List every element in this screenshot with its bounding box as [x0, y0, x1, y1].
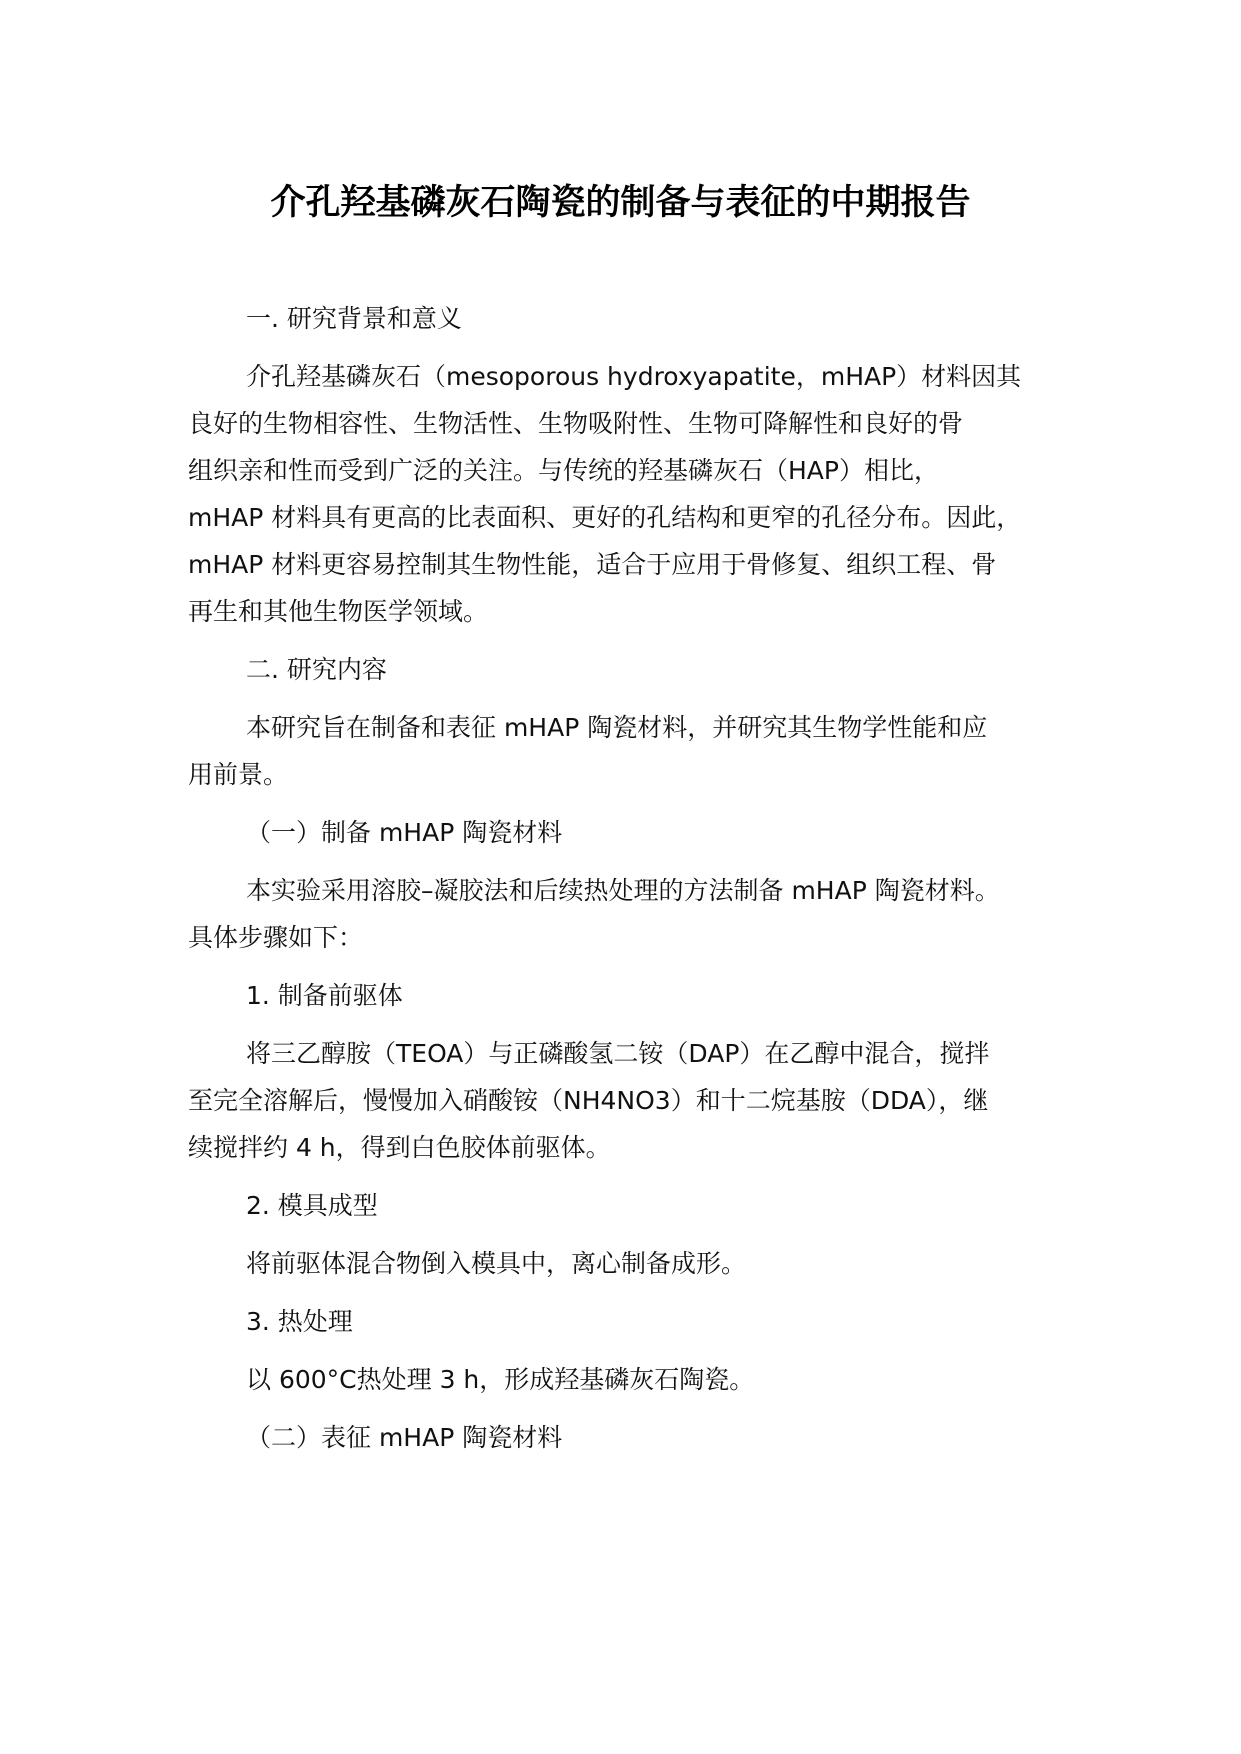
document-title: 介孔羟基磷灰石陶瓷的制备与表征的中期报告: [270, 183, 971, 223]
text-line: 3. 热处理: [246, 1307, 353, 1336]
text-line: 用前景。: [188, 760, 289, 789]
step-heading-molding: [188, 1182, 1088, 1229]
text-line: 介孔羟基磷灰石（mesoporous hydroxyapatite，mHAP）材料因其: [246, 362, 1022, 391]
text-line: （二）表征 mHAP 陶瓷材料: [246, 1423, 563, 1452]
text-line: 本研究旨在制备和表征 mHAP 陶瓷材料，并研究其生物学性能和应: [246, 713, 988, 742]
text-line: 1. 制备前驱体: [246, 981, 403, 1010]
text-line: 续搅拌约 4 h，得到白色胶体前驱体。: [188, 1133, 611, 1162]
text-line: 再生和其他生物医学领域。: [188, 597, 489, 626]
paragraph-molding: [188, 1240, 1088, 1287]
paragraph-heat-treatment: [188, 1356, 1088, 1403]
text-line: 至完全溶解后，慢慢加入硝酸铵（NH4NO3）和十二烷基胺（DDA），继: [188, 1086, 989, 1115]
paragraph-background: [188, 353, 1088, 635]
text-line: 2. 模具成型: [246, 1191, 378, 1220]
text-line: mHAP 材料具有更高的比表面积、更好的孔结构和更窄的孔径分布。因此，: [188, 503, 1022, 532]
text-line: 一. 研究背景和意义: [246, 304, 462, 333]
text-line: 本实验采用溶胶–凝胶法和后续热处理的方法制备 mHAP 陶瓷材料。: [246, 876, 1000, 905]
section-heading-content: [188, 646, 1088, 693]
text-line: 组织亲和性而受到广泛的关注。与传统的羟基磷灰石（HAP）相比，: [188, 456, 939, 485]
paragraph-preparation-method: [188, 867, 1088, 961]
text-line: mHAP 材料更容易控制其生物性能，适合于应用于骨修复、组织工程、骨: [188, 550, 997, 579]
text-line: 具体步骤如下：: [188, 923, 364, 952]
section-heading-background: [188, 295, 1088, 342]
step-heading-heat-treatment: [188, 1298, 1088, 1345]
text-line: （一）制备 mHAP 陶瓷材料: [246, 818, 563, 847]
text-line: 二. 研究内容: [246, 655, 387, 684]
paragraph-content-intro: [188, 704, 1088, 798]
step-heading-precursor: [188, 972, 1088, 1019]
text-line: 良好的生物相容性、生物活性、生物吸附性、生物可降解性和良好的骨: [188, 409, 964, 438]
document-body: [188, 295, 1088, 1472]
paragraph-precursor: [188, 1030, 1088, 1171]
subsection-heading-characterization: [188, 1414, 1088, 1461]
subsection-heading-preparation: [188, 809, 1088, 856]
text-line: 将前驱体混合物倒入模具中，离心制备成形。: [246, 1249, 747, 1278]
text-line: 将三乙醇胺（TEOA）与正磷酸氢二铵（DAP）在乙醇中混合，搅拌: [246, 1039, 990, 1068]
text-line: 以 600°C热处理 3 h，形成羟基磷灰石陶瓷。: [246, 1365, 755, 1394]
